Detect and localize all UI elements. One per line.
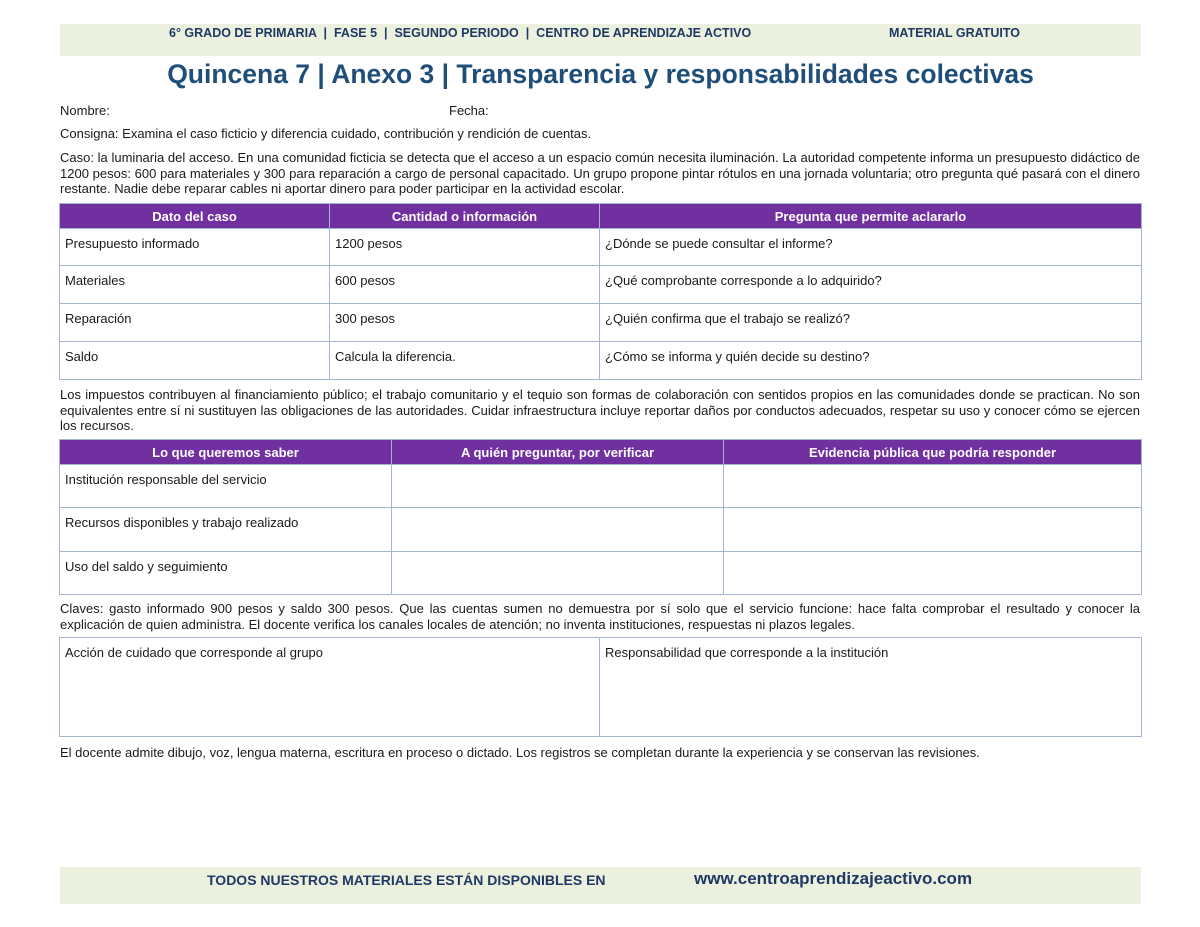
- table-cell: 600 pesos: [330, 266, 600, 304]
- group-action-cell[interactable]: Acción de cuidado que corresponde al grupo: [60, 638, 600, 737]
- table-header-cell: Lo que queremos saber: [60, 440, 392, 465]
- table-row: [60, 638, 1142, 737]
- table-row: [60, 304, 1142, 342]
- table-header-row: [60, 440, 1142, 465]
- responsibility-table: [59, 637, 1142, 737]
- table-row: [60, 266, 1142, 304]
- answer-cell[interactable]: [392, 552, 724, 595]
- table-row: [60, 508, 1142, 552]
- date-label: Fecha:: [449, 103, 489, 118]
- table-header-row: [60, 204, 1142, 229]
- answer-cell[interactable]: [724, 508, 1142, 552]
- table-header-cell: Cantidad o información: [330, 204, 600, 229]
- case-text: Caso: la luminaria del acceso. En una comunidad ficticia se detecta que el acceso a un espacio común necesita iluminación. La autoridad competente informa un presupuesto didáctico de 1200 pesos: 600 para materiales y 300 para reparación a cargo de personal capacitado. Un grupo propone pintar rótulos en una jornada voluntaria; otro pregunta qué pasará con el dinero restante. Nadie debe reparar cables ni aportar dinero para poder participar en la actividad escolar.: [60, 150, 1140, 196]
- table-cell: ¿Quién confirma que el trabajo se realizó?: [600, 304, 1142, 342]
- table-row: [60, 342, 1142, 380]
- answer-cell[interactable]: [724, 552, 1142, 595]
- answer-cell[interactable]: [724, 465, 1142, 508]
- table-row: [60, 229, 1142, 266]
- table-header-cell: Dato del caso: [60, 204, 330, 229]
- taxes-text: Los impuestos contribuyen al financiamiento público; el trabajo comunitario y el tequio son formas de colaboración con sentidos propios en las comunidades donde se practican. No son equivalentes entre sí ni sustituyen las obligaciones de las autoridades. Cuidar infraestructura incluye reportar daños por conductos adecuados, respetar su uso y conocer cómo se ejercen los recursos.: [60, 387, 1140, 433]
- table-cell: 300 pesos: [330, 304, 600, 342]
- table-cell: Institución responsable del servicio: [60, 465, 392, 508]
- instruction-text: Consigna: Examina el caso ficticio y diferencia cuidado, contribución y rendición de cuentas.: [60, 126, 592, 141]
- keys-text: Claves: gasto informado 900 pesos y saldo 300 pesos. Que las cuentas sumen no demuestra por sí solo que el servicio funcione: hace falta comprobar el resultado y conocer la explicación de quien administra. El docente verifica los canales locales de atención; no inventa instituciones, respuestas ni plazos legales.: [60, 601, 1140, 632]
- table-cell: Presupuesto informado: [60, 229, 330, 266]
- table-header-cell: Pregunta que permite aclararlo: [600, 204, 1142, 229]
- institution-responsibility-cell[interactable]: Responsabilidad que corresponde a la institución: [600, 638, 1142, 737]
- table-header-cell: A quién preguntar, por verificar: [392, 440, 724, 465]
- table-cell: Calcula la diferencia.: [330, 342, 600, 380]
- footer-band: [60, 867, 1141, 904]
- table-header-cell: Evidencia pública que podría responder: [724, 440, 1142, 465]
- table-cell: Recursos disponibles y trabajo realizado: [60, 508, 392, 552]
- table-cell: Uso del saldo y seguimiento: [60, 552, 392, 595]
- footer-website-link[interactable]: www.centroaprendizajeactivo.com: [694, 869, 973, 888]
- table-cell: ¿Dónde se puede consultar el informe?: [600, 229, 1142, 266]
- case-data-table: [59, 203, 1142, 380]
- table-cell: Materiales: [60, 266, 330, 304]
- table-row: [60, 465, 1142, 508]
- page-title: Quincena 7 | Anexo 3 | Transparencia y responsabilidades colectivas: [167, 59, 1034, 89]
- table-cell: 1200 pesos: [330, 229, 600, 266]
- header-band: [60, 24, 1141, 56]
- table-cell: ¿Cómo se informa y quién decide su destino?: [600, 342, 1142, 380]
- table-cell: Reparación: [60, 304, 330, 342]
- closing-text: El docente admite dibujo, voz, lengua materna, escritura en proceso o dictado. Los registros se completan durante la experiencia y se conservan las revisiones.: [60, 745, 980, 760]
- table-row: [60, 552, 1142, 595]
- table-cell: Saldo: [60, 342, 330, 380]
- header-course-info: 6° GRADO DE PRIMARIA | FASE 5 | SEGUNDO PERIODO | CENTRO DE APRENDIZAJE ACTIVO: [169, 26, 752, 40]
- footer-text: TODOS NUESTROS MATERIALES ESTÁN DISPONIBLES EN: [207, 872, 606, 888]
- verification-table: [59, 439, 1142, 595]
- answer-cell[interactable]: [392, 508, 724, 552]
- answer-cell[interactable]: [392, 465, 724, 508]
- header-free-material: MATERIAL GRATUITO: [889, 26, 1021, 40]
- name-label: Nombre:: [60, 103, 110, 118]
- table-cell: ¿Qué comprobante corresponde a lo adquirido?: [600, 266, 1142, 304]
